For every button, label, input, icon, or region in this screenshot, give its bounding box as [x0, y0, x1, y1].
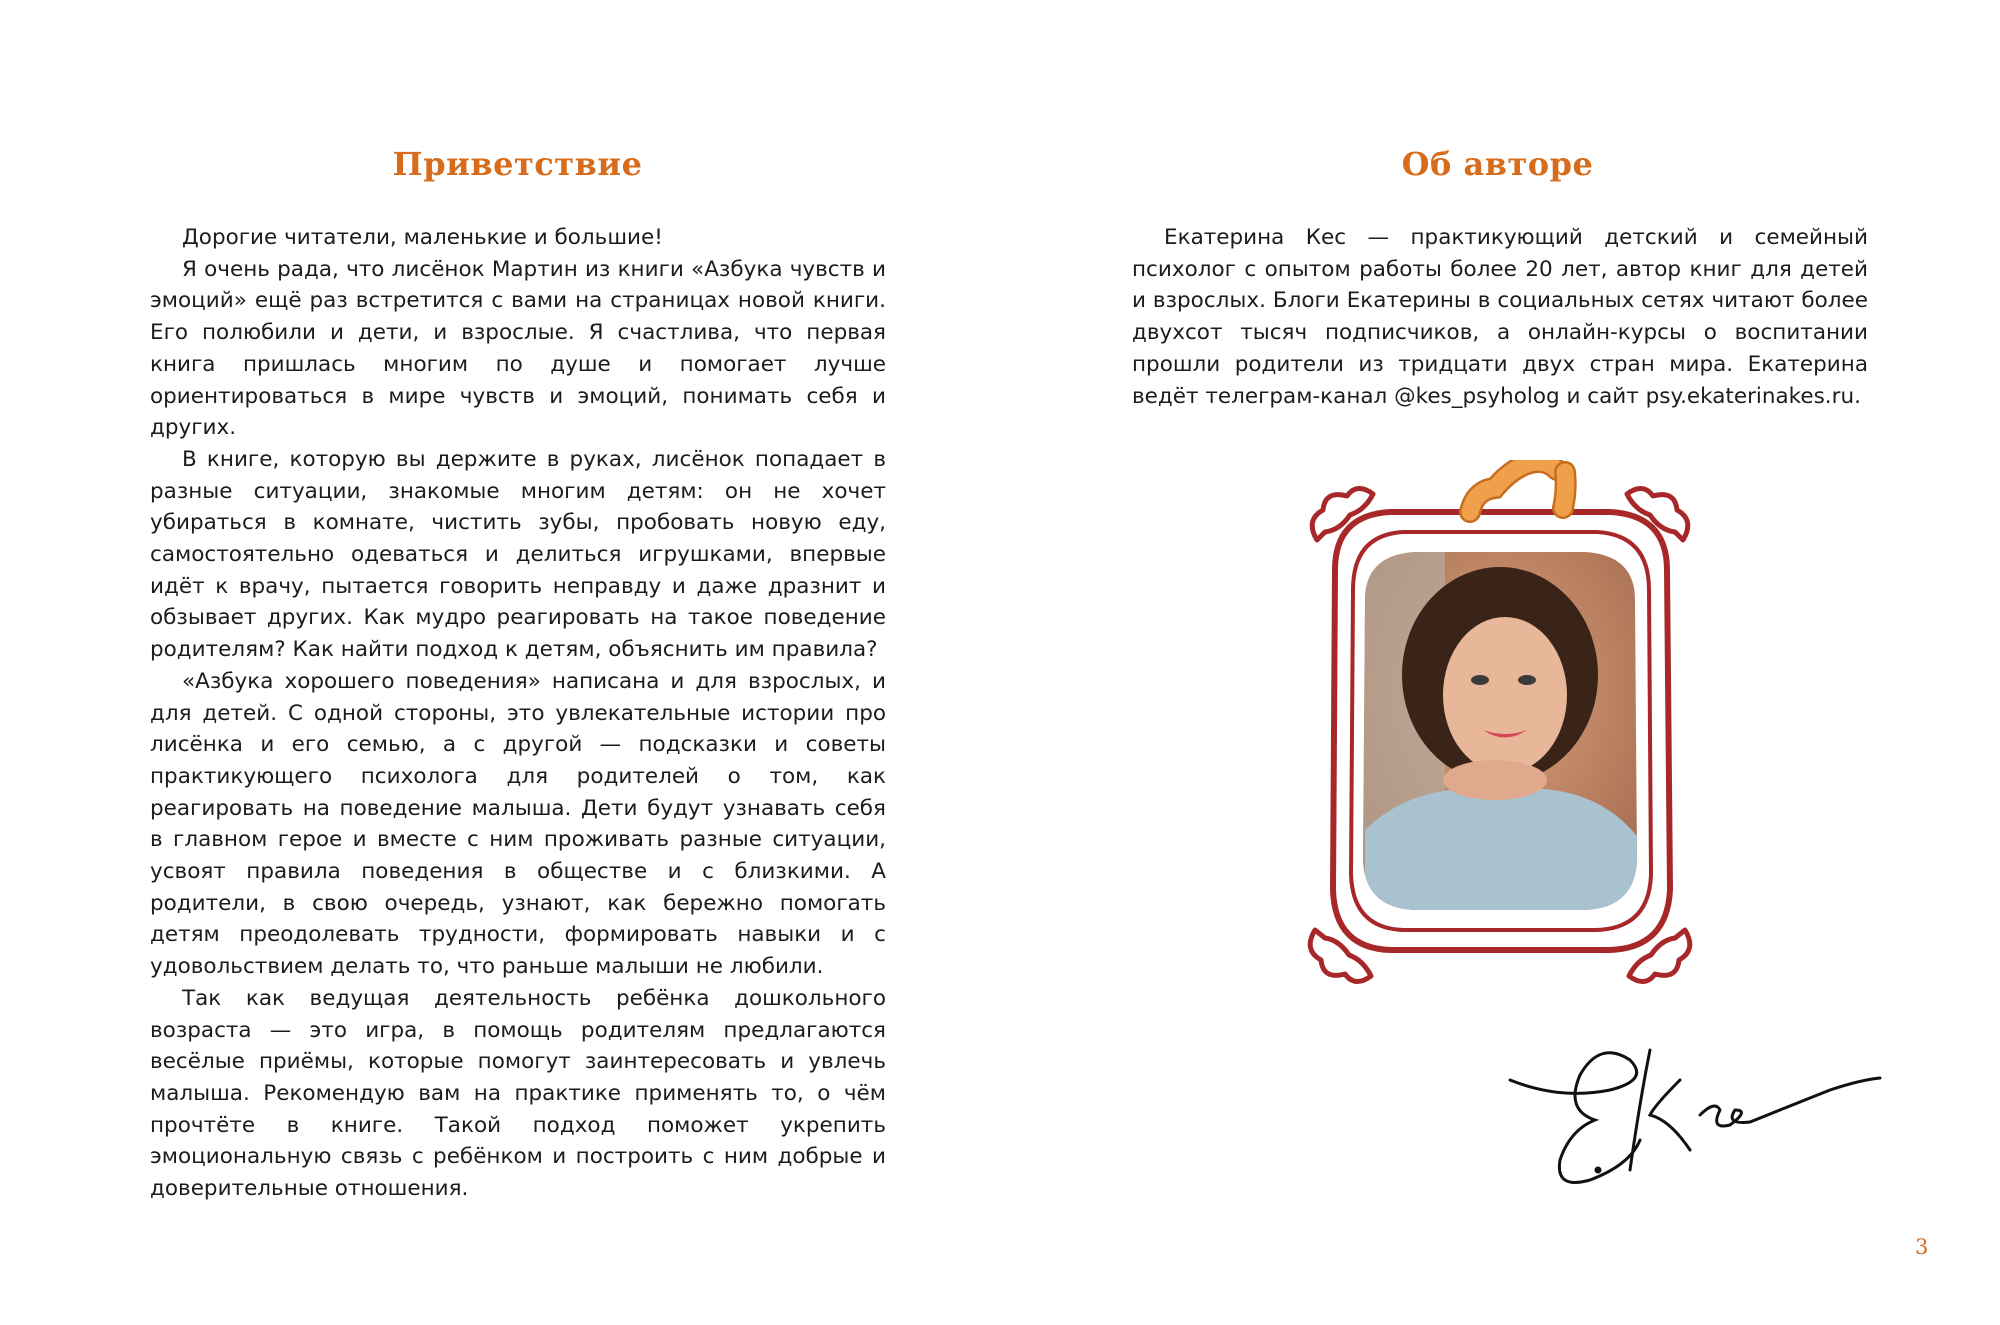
author-portrait-icon — [1295, 460, 1705, 1000]
greeting-paragraph: Я очень рада, что лисёнок Мартин из книги «Азбука чувств и эмоций» ещё раз встретится с вами на страницах новой книги. Его полюбили и дети, и взрослые. Я счастлива, что первая книга пришлась многим по душе и помогает лучше ориентироваться в мире чувств и эмоций, понимать себя и других. — [150, 256, 886, 441]
about-author-paragraph: Екатерина Кес — практикующий детский и семейный психолог с опытом работы более 20 лет, автор книг для детей и взрослых. Блоги Екатерины в социальных сетях читают более двухсот тысяч подписчиков, а онлайн-курсы о воспитании прошли родители из тридцати двух стран мира. Екатерина ведёт телеграм-канал @kes_psyholog и сайт psy.ekaterinakes.ru. — [1132, 225, 1868, 409]
author-signature — [1480, 1020, 1900, 1200]
page-number: 3 — [1915, 1235, 1929, 1259]
about-author-title: Об авторе — [1401, 145, 1594, 183]
greeting-paragraph: Так как ведущая деятельность ребёнка дошкольного возраста — это игра, в помощь родителям предлагаются весёлые приёмы, которые помогут заинтересовать и увлечь малыша. Рекомендую вам на практике применять то, о чём прочтёте в книге. Такой подход поможет укрепить эмоциональную связь с ребёнком и построить с ним добрые и доверительные отношения. — [150, 985, 886, 1202]
greeting-paragraph: Дорогие читатели, маленькие и большие! — [182, 225, 663, 250]
greeting-paragraph: «Азбука хорошего поведения» написана и для взрослых, и для детей. С одной стороны, это увлекательные истории про лисёнка и его семью, а с другой — подсказки и советы практикующего психолога для родителей о том, как реагировать на поведение малыша. Дети будут узнавать себя в главном герое и вместе с ним проживать разные ситуации, усвоят правила поведения в обществе и с близкими. А родители, в свою очередь, узнают, как бережно помогать детям преодолевать трудности, формировать навыки и с удовольствием делать то, что раньше малыши не любили. — [150, 668, 886, 980]
right-page — [1000, 0, 2000, 1325]
greeting-text — [150, 222, 886, 1205]
greeting-paragraph: В книге, которую вы держите в руках, лисёнок попадает в разные ситуации, знакомые многим детям: он не хочет убираться в комнате, чистить зубы, пробовать новую еду, самостоятельно одеваться и делиться игрушками, впервые идёт к врачу, пытается говорить неправду и даже дразнит и обзывает других. Как мудро реагировать на такое поведение родителям? Как найти подход к детям, объяснить им правила? — [150, 446, 886, 663]
worm-icon — [1470, 462, 1566, 512]
signature-icon — [1480, 1020, 1900, 1200]
about-author-text — [1132, 222, 1868, 412]
author-photo-frame — [1295, 460, 1705, 1000]
greeting-title: Приветствие — [392, 145, 643, 183]
